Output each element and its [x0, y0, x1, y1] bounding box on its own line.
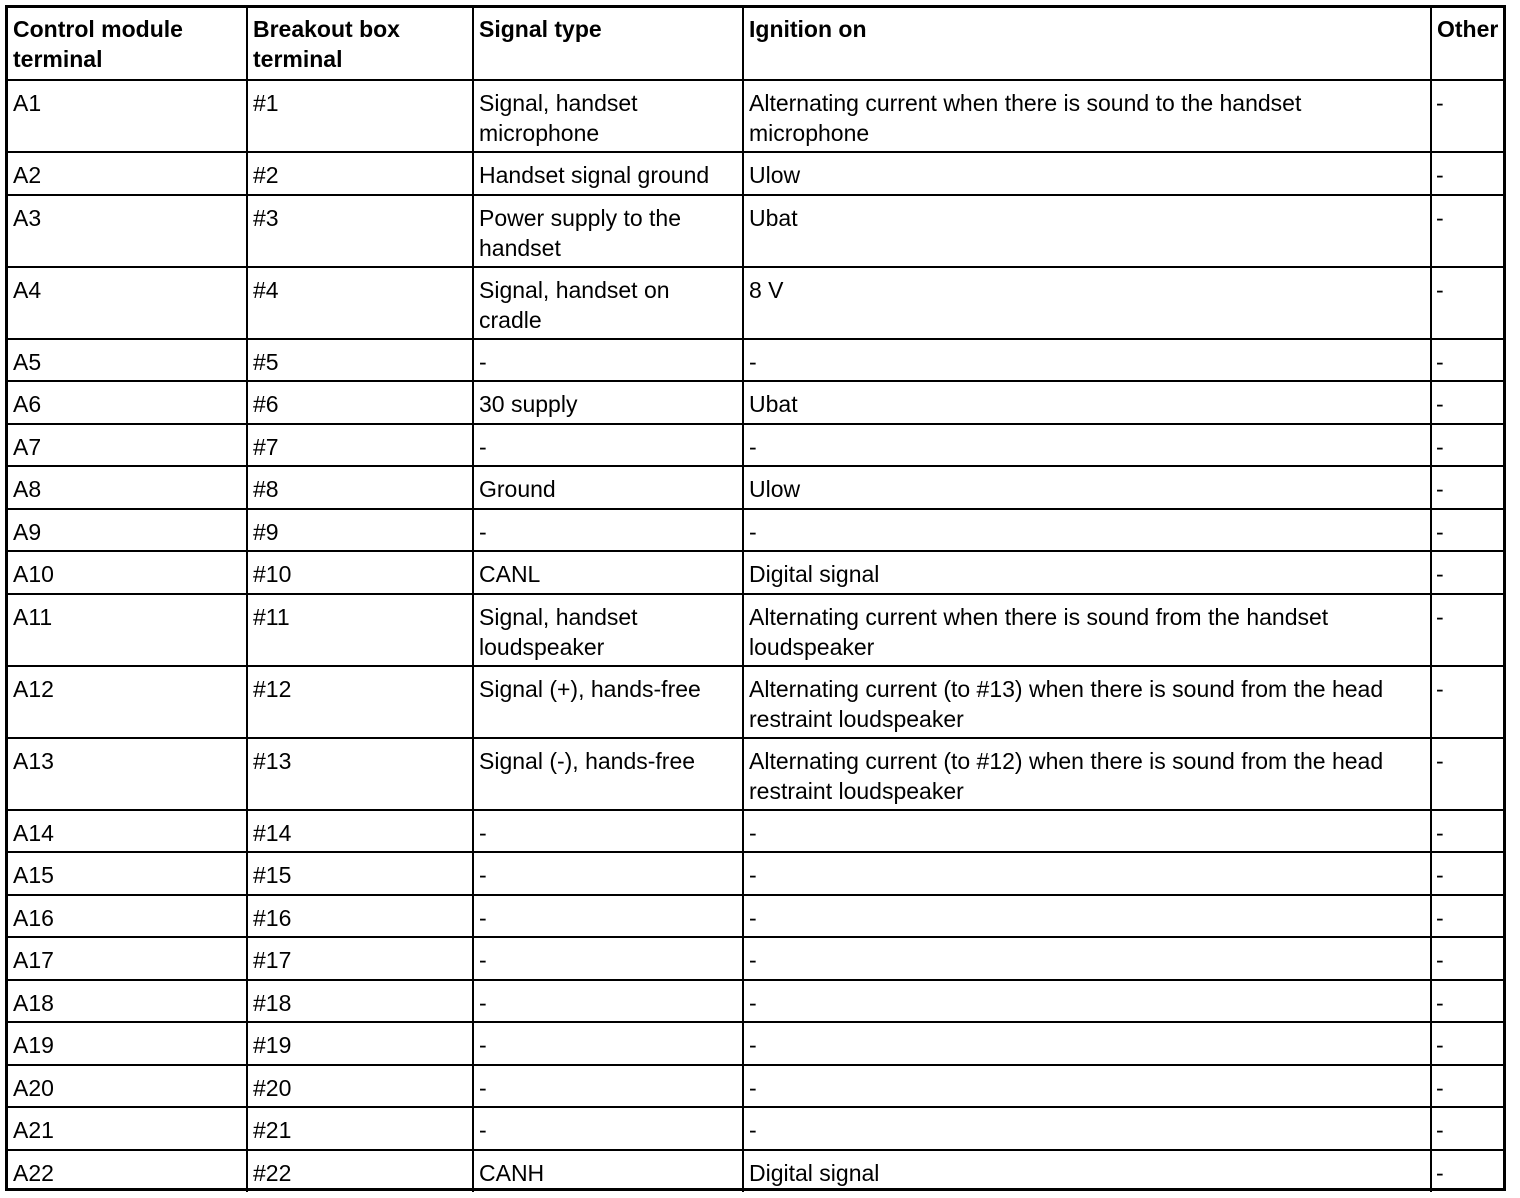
breakout-box-terminal-cell: #21	[247, 1107, 473, 1150]
table-row	[8, 509, 1503, 552]
ignition-on-cell: Alternating current (to #12) when there is sound from the head restraint loudspeaker	[743, 738, 1431, 810]
control-module-terminal-cell: A13	[8, 738, 247, 810]
table-row	[8, 267, 1503, 339]
breakout-box-terminal-cell: #4	[247, 267, 473, 339]
signal-type-cell: -	[473, 937, 743, 980]
signal-type-cell: -	[473, 339, 743, 382]
control-module-terminal-cell: A21	[8, 1107, 247, 1150]
control-module-terminal-cell: A20	[8, 1065, 247, 1108]
breakout-box-terminal-cell: #6	[247, 381, 473, 424]
ignition-on-cell: -	[743, 895, 1431, 938]
ignition-on-cell: Digital signal	[743, 551, 1431, 594]
ignition-on-cell: -	[743, 980, 1431, 1023]
ignition-on-cell: Ulow	[743, 152, 1431, 195]
signal-type-cell: 30 supply	[473, 381, 743, 424]
control-module-terminal-cell: A19	[8, 1022, 247, 1065]
table-row	[8, 594, 1503, 666]
ignition-on-cell: Alternating current when there is sound from the handset loudspeaker	[743, 594, 1431, 666]
control-module-terminal-cell: A2	[8, 152, 247, 195]
control-module-terminal-cell: A1	[8, 80, 247, 152]
table-row	[8, 466, 1503, 509]
table-row	[8, 80, 1503, 152]
control-module-terminal-cell: A7	[8, 424, 247, 467]
signal-type-cell: Signal, handset loudspeaker	[473, 594, 743, 666]
breakout-box-terminal-cell: #13	[247, 738, 473, 810]
control-module-terminal-cell: A9	[8, 509, 247, 552]
signal-type-cell: -	[473, 810, 743, 853]
ignition-on-cell: -	[743, 1022, 1431, 1065]
other-cell: -	[1431, 895, 1503, 938]
ignition-on-cell: -	[743, 1065, 1431, 1108]
other-cell: -	[1431, 339, 1503, 382]
breakout-box-terminal-cell: #20	[247, 1065, 473, 1108]
other-cell: -	[1431, 1107, 1503, 1150]
control-module-terminal-cell: A14	[8, 810, 247, 853]
signal-type-cell: -	[473, 980, 743, 1023]
control-module-terminal-cell: A8	[8, 466, 247, 509]
terminal-signal-table	[8, 8, 1503, 1192]
breakout-box-terminal-cell: #12	[247, 666, 473, 738]
table-row	[8, 937, 1503, 980]
ignition-on-cell: Digital signal	[743, 1150, 1431, 1193]
signal-type-cell: Signal (-), hands-free	[473, 738, 743, 810]
breakout-box-terminal-cell: #3	[247, 195, 473, 267]
signal-type-cell: -	[473, 1107, 743, 1150]
control-module-terminal-cell: A3	[8, 195, 247, 267]
control-module-terminal-cell: A18	[8, 980, 247, 1023]
header-breakout-box-terminal: Breakout box terminal	[247, 8, 473, 80]
breakout-box-terminal-cell: #1	[247, 80, 473, 152]
ignition-on-cell: -	[743, 852, 1431, 895]
breakout-box-terminal-cell: #18	[247, 980, 473, 1023]
other-cell: -	[1431, 852, 1503, 895]
breakout-box-terminal-cell: #16	[247, 895, 473, 938]
breakout-box-terminal-cell: #14	[247, 810, 473, 853]
signal-type-cell: -	[473, 895, 743, 938]
other-cell: -	[1431, 738, 1503, 810]
signal-type-cell: Signal (+), hands-free	[473, 666, 743, 738]
header-row	[8, 8, 1503, 80]
control-module-terminal-cell: A4	[8, 267, 247, 339]
ignition-on-cell: 8 V	[743, 267, 1431, 339]
signal-type-cell: -	[473, 1022, 743, 1065]
control-module-terminal-cell: A17	[8, 937, 247, 980]
table-row	[8, 339, 1503, 382]
other-cell: -	[1431, 1150, 1503, 1193]
table-row	[8, 152, 1503, 195]
other-cell: -	[1431, 152, 1503, 195]
signal-type-cell: CANH	[473, 1150, 743, 1193]
other-cell: -	[1431, 1022, 1503, 1065]
breakout-box-terminal-cell: #10	[247, 551, 473, 594]
table-row	[8, 852, 1503, 895]
terminal-table-frame	[5, 5, 1506, 1191]
other-cell: -	[1431, 937, 1503, 980]
control-module-terminal-cell: A10	[8, 551, 247, 594]
other-cell: -	[1431, 381, 1503, 424]
breakout-box-terminal-cell: #19	[247, 1022, 473, 1065]
header-ignition-on: Ignition on	[743, 8, 1431, 80]
table-row	[8, 738, 1503, 810]
signal-type-cell: Ground	[473, 466, 743, 509]
ignition-on-cell: -	[743, 424, 1431, 467]
signal-type-cell: Power supply to the handset	[473, 195, 743, 267]
signal-type-cell: -	[473, 509, 743, 552]
control-module-terminal-cell: A15	[8, 852, 247, 895]
breakout-box-terminal-cell: #9	[247, 509, 473, 552]
table-row	[8, 1150, 1503, 1193]
ignition-on-cell: Alternating current (to #13) when there is sound from the head restraint loudspeaker	[743, 666, 1431, 738]
signal-type-cell: Signal, handset on cradle	[473, 267, 743, 339]
breakout-box-terminal-cell: #15	[247, 852, 473, 895]
other-cell: -	[1431, 980, 1503, 1023]
signal-type-cell: -	[473, 424, 743, 467]
table-row	[8, 1065, 1503, 1108]
signal-type-cell: -	[473, 1065, 743, 1108]
other-cell: -	[1431, 810, 1503, 853]
control-module-terminal-cell: A11	[8, 594, 247, 666]
other-cell: -	[1431, 424, 1503, 467]
breakout-box-terminal-cell: #2	[247, 152, 473, 195]
breakout-box-terminal-cell: #22	[247, 1150, 473, 1193]
other-cell: -	[1431, 509, 1503, 552]
other-cell: -	[1431, 666, 1503, 738]
ignition-on-cell: Ubat	[743, 381, 1431, 424]
header-control-module-terminal: Control module terminal	[8, 8, 247, 80]
other-cell: -	[1431, 466, 1503, 509]
other-cell: -	[1431, 1065, 1503, 1108]
table-row	[8, 424, 1503, 467]
ignition-on-cell: Ulow	[743, 466, 1431, 509]
breakout-box-terminal-cell: #7	[247, 424, 473, 467]
other-cell: -	[1431, 195, 1503, 267]
control-module-terminal-cell: A6	[8, 381, 247, 424]
signal-type-cell: Signal, handset microphone	[473, 80, 743, 152]
ignition-on-cell: Ubat	[743, 195, 1431, 267]
ignition-on-cell: Alternating current when there is sound to the handset microphone	[743, 80, 1431, 152]
breakout-box-terminal-cell: #11	[247, 594, 473, 666]
ignition-on-cell: -	[743, 937, 1431, 980]
breakout-box-terminal-cell: #5	[247, 339, 473, 382]
ignition-on-cell: -	[743, 339, 1431, 382]
table-row	[8, 551, 1503, 594]
other-cell: -	[1431, 80, 1503, 152]
table-row	[8, 666, 1503, 738]
table-row	[8, 1107, 1503, 1150]
table-row	[8, 810, 1503, 853]
table-row	[8, 980, 1503, 1023]
header-signal-type: Signal type	[473, 8, 743, 80]
breakout-box-terminal-cell: #17	[247, 937, 473, 980]
ignition-on-cell: -	[743, 509, 1431, 552]
other-cell: -	[1431, 551, 1503, 594]
breakout-box-terminal-cell: #8	[247, 466, 473, 509]
signal-type-cell: Handset signal ground	[473, 152, 743, 195]
control-module-terminal-cell: A22	[8, 1150, 247, 1193]
control-module-terminal-cell: A5	[8, 339, 247, 382]
table-row	[8, 195, 1503, 267]
other-cell: -	[1431, 267, 1503, 339]
table-row	[8, 1022, 1503, 1065]
other-cell: -	[1431, 594, 1503, 666]
table-row	[8, 381, 1503, 424]
ignition-on-cell: -	[743, 1107, 1431, 1150]
table-row	[8, 895, 1503, 938]
header-other: Other	[1431, 8, 1503, 80]
signal-type-cell: CANL	[473, 551, 743, 594]
ignition-on-cell: -	[743, 810, 1431, 853]
control-module-terminal-cell: A12	[8, 666, 247, 738]
control-module-terminal-cell: A16	[8, 895, 247, 938]
signal-type-cell: -	[473, 852, 743, 895]
